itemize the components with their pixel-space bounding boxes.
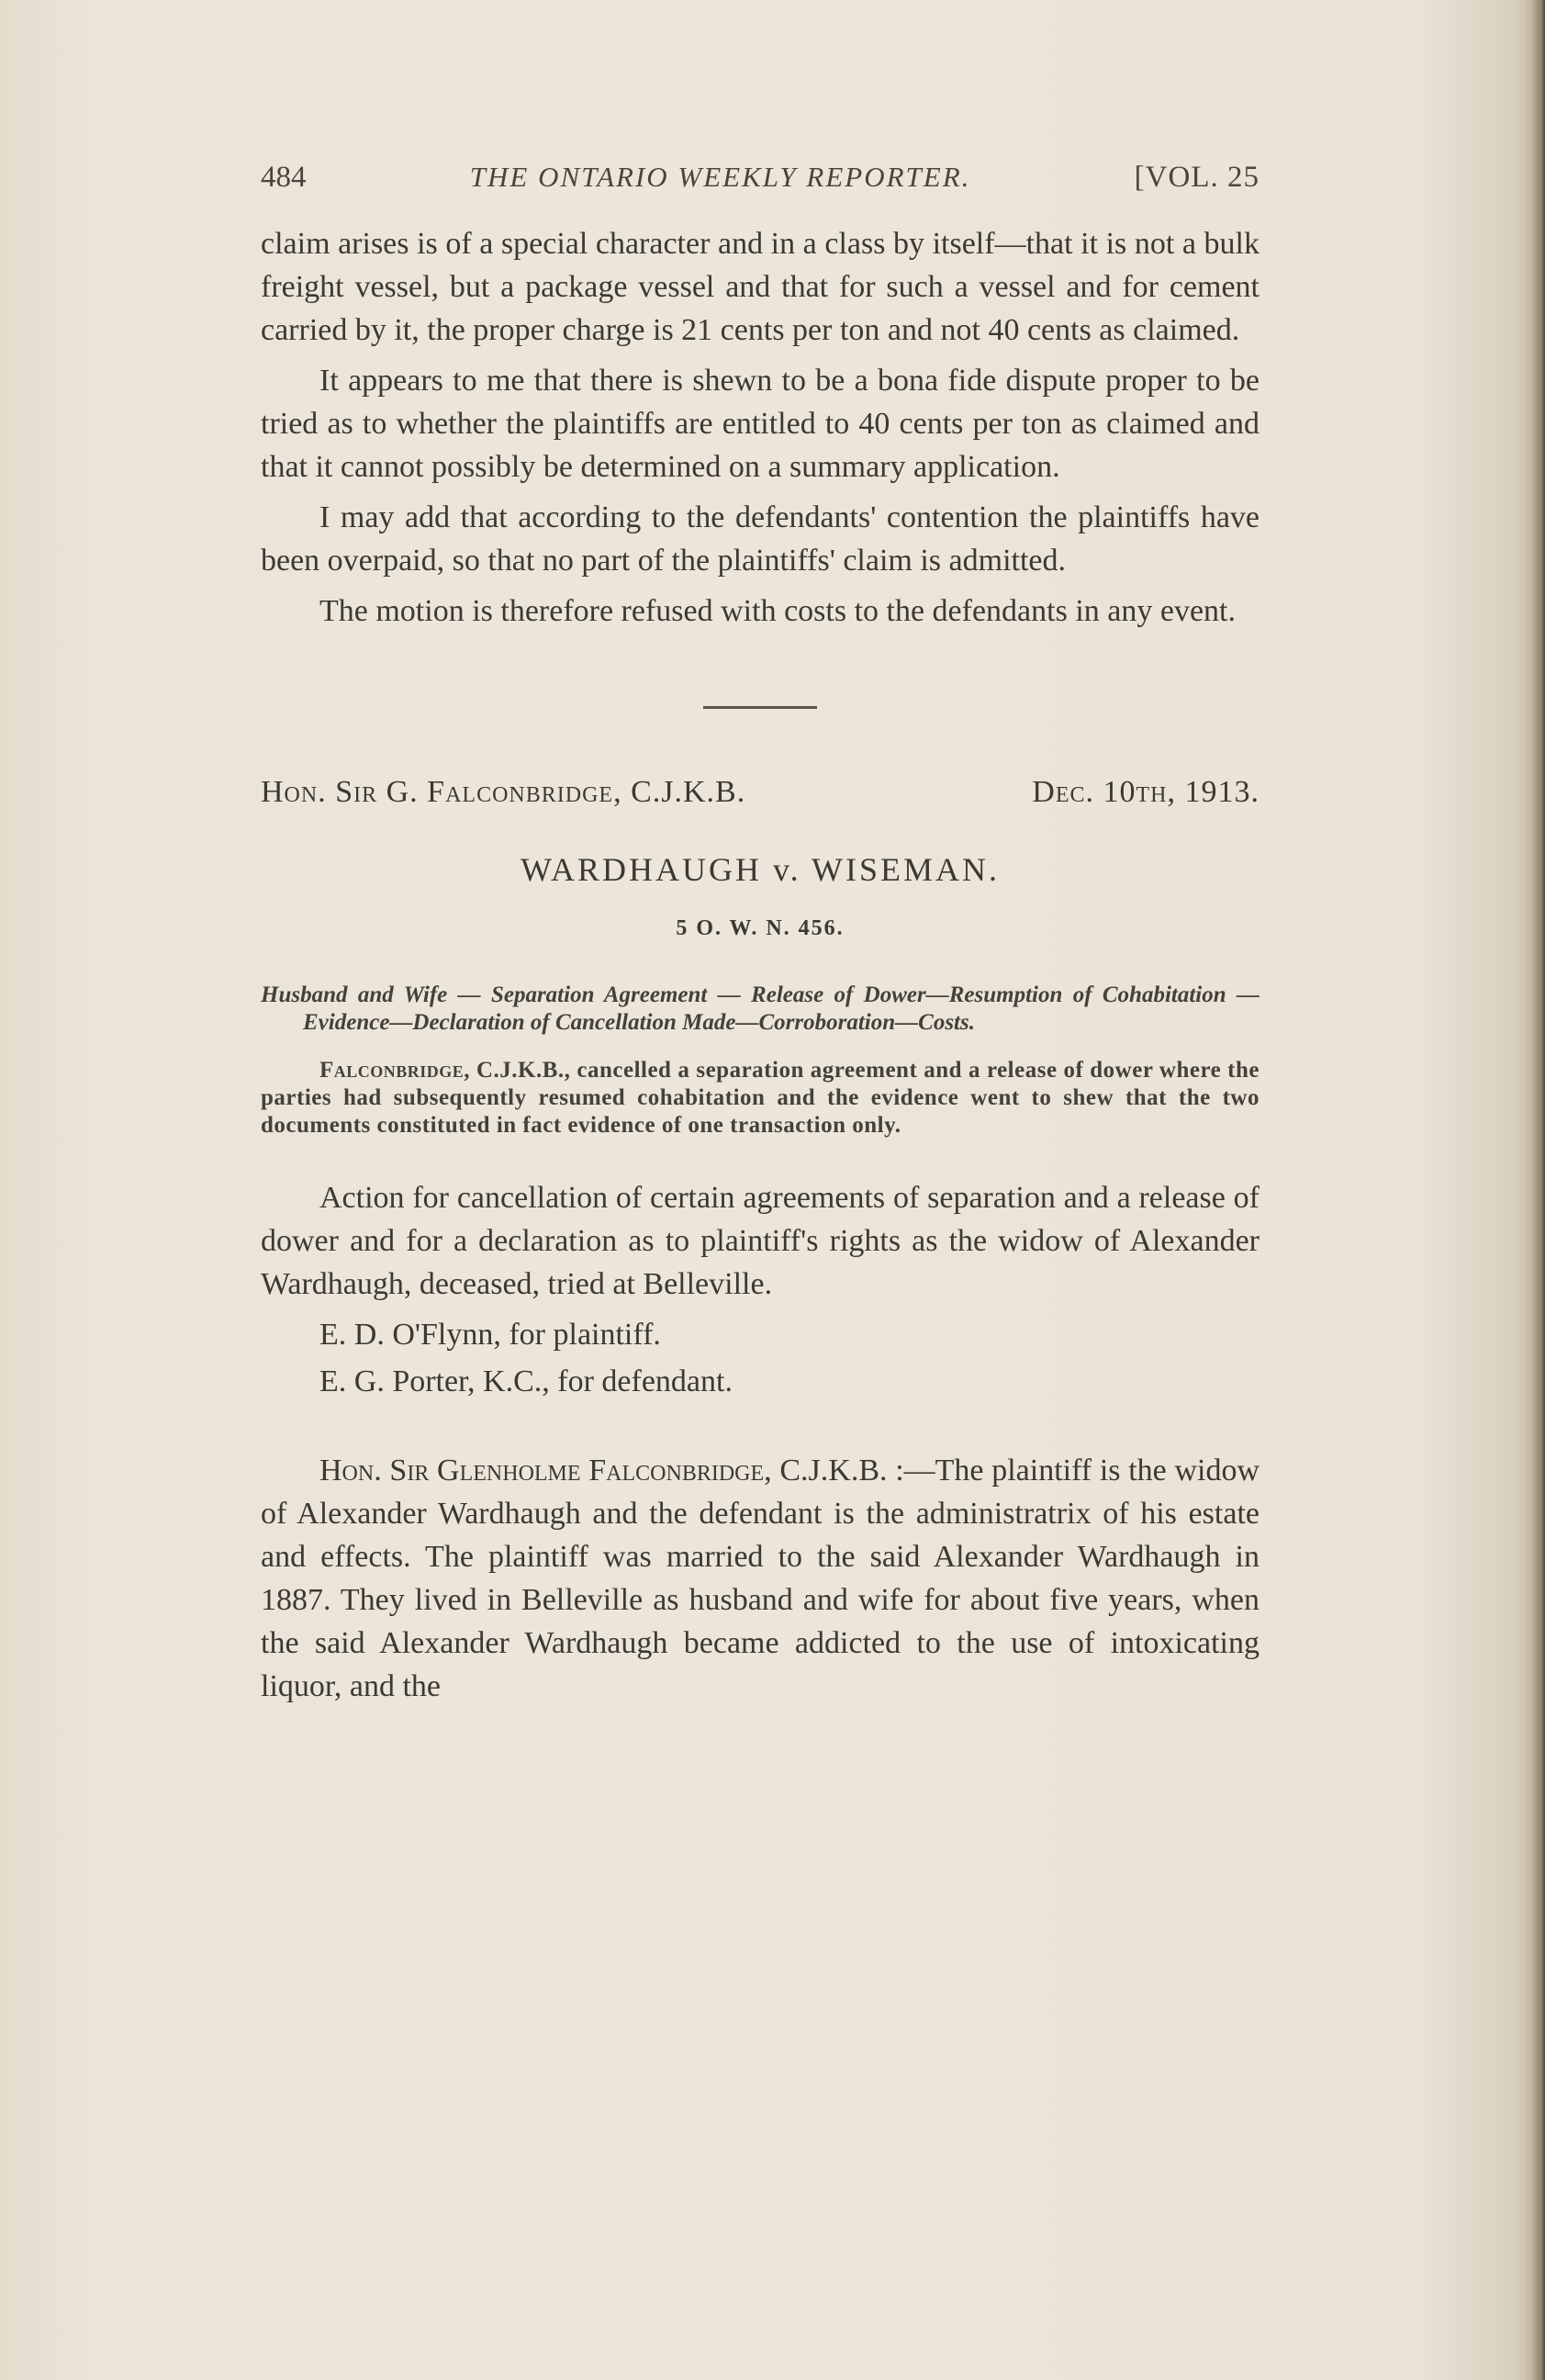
- headnote-judge: Falconbridge,: [319, 1058, 471, 1083]
- counsel-plaintiff: E. D. O'Flynn, for plaintiff.: [319, 1318, 661, 1352]
- judgment-text: C.J.K.B. :—The plaintiff is the widow of Alexander Wardhaugh and the defendant is the administratrix of his estate and effects. The plaintiff was married to the said Alexander Wardhaugh in 1887. They lived in Belleville as husband and wife for about five years, when the said Alexander Wardhaugh became addicted to the use of intoxicating liquor, and the: [261, 1454, 1260, 1703]
- headnote-text: C.J.K.B., cancelled a separation agreement and a release of dower where the parties had subsequently resumed cohabitation and the evidence went to shew that the two documents constituted in fact evidence of one transaction only.: [261, 1058, 1260, 1138]
- page-content: [261, 161, 1260, 1708]
- continued-paragraph-3: I may add that according to the defendants' contention the plaintiffs have been overpaid, so that no part of the plaintiffs' claim is admitted.: [261, 500, 1260, 578]
- continued-paragraph-4: The motion is therefore refused with costs to the defendants in any event.: [319, 594, 1236, 628]
- headnote: [261, 1057, 1260, 1139]
- case-date: Dec. 10th, 1913.: [1032, 775, 1260, 809]
- running-head: [261, 161, 1260, 195]
- section-divider: [703, 706, 817, 709]
- case-judge: Hon. Sir G. Falconbridge, C.J.K.B.: [261, 775, 746, 809]
- case-citation: 5 O. W. N. 456.: [676, 916, 845, 940]
- page-edge: [1521, 0, 1545, 2380]
- action-statement: Action for cancellation of certain agreements of separation and a release of dower and for a declaration as to plaintiff's rights as the widow of Alexander Wardhaugh, deceased, tried at Belleville.: [261, 1181, 1260, 1301]
- judgment-judge: Hon. Sir Glenholme Falconbridge,: [319, 1454, 772, 1488]
- case-header: [261, 775, 1260, 810]
- journal-title: THE ONTARIO WEEKLY REPORTER.: [469, 161, 971, 193]
- judgment-paragraph: [261, 1449, 1260, 1708]
- catchwords: Husband and Wife — Separation Agreement — Release of Dower—Resumption of Cohabitation — Evidence—Declaration of Cancellation Made—Corroboration—Costs.: [261, 982, 1260, 1035]
- counsel-defendant: E. G. Porter, K.C., for defendant.: [319, 1364, 733, 1398]
- continued-paragraph-1: claim arises is of a special character and in a class by itself—that it is not a bulk freight vessel, but a package vessel and that for such a vessel and for cement carried by it, the proper charge is 21 cents per ton and not 40 cents as claimed.: [261, 227, 1260, 347]
- case-name: WARDHAUGH v. WISEMAN.: [521, 851, 1000, 888]
- volume-number: [VOL. 25: [1134, 161, 1260, 194]
- page-number: 484: [261, 161, 307, 194]
- continued-paragraph-2: It appears to me that there is shewn to be a bona fide dispute proper to be tried as to whether the plaintiffs are entitled to 40 cents per ton as claimed and that it cannot possibly be determined on a summary application.: [261, 364, 1260, 484]
